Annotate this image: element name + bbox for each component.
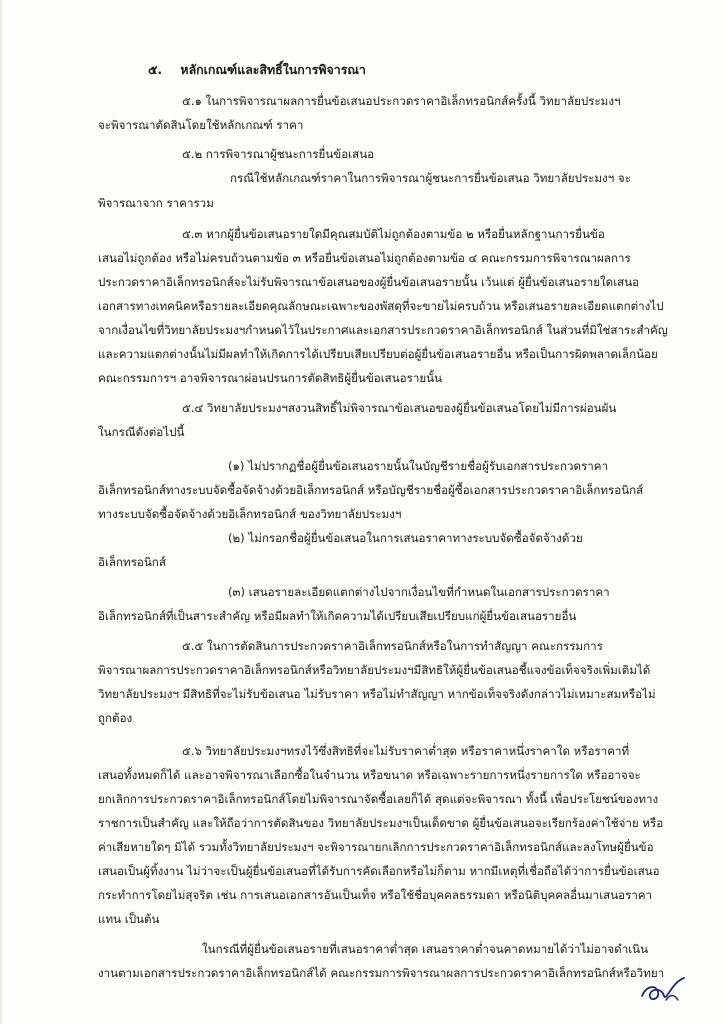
text-line: งานตามเอกสารประกวดราคาอิเล็กทรอนิกส์ได้ คณะกรรมการพิจารณาผลการประกวดราคาอิเล็กทรอนิกส์หรือวิทยา bbox=[98, 966, 665, 980]
text-line: อิเล็กทรอนิกส์ bbox=[98, 555, 166, 569]
text-line: ๕.๔ วิทยาลัยประมงฯสงวนสิทธิ์ไม่พิจารณาข้อเสนอของผู้ยื่นข้อเสนอโดยไม่มีการผ่อนผัน bbox=[182, 401, 617, 415]
text-line: ยกเลิกการประกวดราคาอิเล็กทรอนิกส์โดยไม่พิจารณาจัดซื้อเลยก็ได้ สุดแต่จะพิจารณา ทั้งนี้ เพื่อประโยชน์ของทาง bbox=[98, 792, 659, 806]
text-line: (๒) ไม่กรอกชื่อผู้ยื่นข้อเสนอในการเสนอราคาทางระบบจัดซื้อจัดจ้างด้วย bbox=[228, 531, 583, 545]
text-line: พิจารณาผลการประกวดราคาอิเล็กทรอนิกส์หรือวิทยาลัยประมงฯมีสิทธิให้ผู้ยื่นข้อเสนอชี้แจงข้อเท็จจริงเพิ่มเติมได้ bbox=[98, 663, 651, 677]
section-title: หลักเกณฑ์และสิทธิ์ในการพิจารณา bbox=[180, 62, 366, 77]
section-number: ๕. bbox=[148, 62, 163, 77]
section-heading bbox=[148, 62, 366, 78]
text-line: ๕.๓ หากผู้ยื่นข้อเสนอรายใดมีคุณสมบัติไม่ถูกต้องตามข้อ ๒ หรือยื่นหลักฐานการยื่นข้อ bbox=[182, 227, 605, 241]
text-line: กระทำการโดยไม่สุจริต เช่น การเสนอเอกสารอันเป็นเท็จ หรือใช้ชื่อบุคคลธรรมดา หรือนิติบุคคลอื่นมาเสนอราคา bbox=[98, 888, 653, 902]
text-line: อิเล็กทรอนิกส์ทางระบบจัดซื้อจัดจ้างด้วยอิเล็กทรอนิกส์ หรือบัญชีรายชื่อผู้ซื้อเอกสารประกวดราคาอิเล็กทรอนิกส์ bbox=[98, 483, 644, 497]
text-line: ราชการเป็นสำคัญ และให้ถือว่าการตัดสินของ วิทยาลัยประมงฯเป็นเด็ดขาด ผู้ยื่นข้อเสนอจะเรียกร้องค่าใช้จ่าย หรือ bbox=[98, 816, 664, 830]
text-line: เสนอทั้งหมดก็ได้ และอาจพิจารณาเลือกซื้อในจำนวน หรือขนาด หรือเฉพาะรายการหนึ่งรายการใด หรืออาจจะ bbox=[98, 768, 641, 782]
text-line: (๓) เสนอรายละเอียดแตกต่างไปจากเงื่อนไขที่กำหนดในเอกสารประกวดราคา bbox=[228, 585, 610, 599]
text-line: ๕.๕ ในการตัดสินการประกวดราคาอิเล็กทรอนิกส์หรือในการทำสัญญา คณะกรรมการ bbox=[182, 639, 603, 653]
text-line: อิเล็กทรอนิกส์ที่เป็นสาระสำคัญ หรือมีผลทำให้เกิดความได้เปรียบเสียเปรียบแก่ผู้ยื่นข้อเสนอรายอื่น bbox=[98, 609, 577, 623]
text-line: แทน เป็นต้น bbox=[98, 912, 160, 926]
text-line: เสนอไม่ถูกต้อง หรือไม่ครบถ้วนตามข้อ ๓ หรือยื่นข้อเสนอไม่ถูกต้องตามข้อ ๔ คณะกรรมการพิจารณาผลการ bbox=[98, 251, 631, 265]
text-line: ในกรณีดังต่อไปนี้ bbox=[98, 425, 185, 439]
text-line: พิจารณาจาก ราคารวม bbox=[98, 196, 214, 210]
text-line: จากเงื่อนไขที่วิทยาลัยประมงฯกำหนดไว้ในประกาศและเอกสารประกวดราคาอิเล็กทรอนิกส์ ในส่วนที่มิใช่สาระสำคัญ bbox=[98, 323, 668, 337]
text-line: กรณีใช้หลักเกณฑ์ราคาในการพิจารณาผู้ชนะการยื่นข้อเสนอ วิทยาลัยประมงฯ จะ bbox=[230, 171, 631, 185]
text-line: เสนอเป็นผู้ทิ้งงาน ไม่ว่าจะเป็นผู้ยื่นข้อเสนอที่ได้รับการคัดเลือกหรือไม่ก็ตาม หากมีเหตุที่เชื่อถือได้ว่าการยื่นข้อเสนอ bbox=[98, 864, 660, 878]
text-line: คณะกรรมการฯ อาจพิจารณาผ่อนปรนการตัดสิทธิผู้ยื่นข้อเสนอรายนั้น bbox=[98, 371, 443, 385]
text-line: ๕.๒ การพิจารณาผู้ชนะการยื่นข้อเสนอ bbox=[182, 147, 375, 161]
handwritten-initials-signature bbox=[638, 972, 688, 1008]
text-line: ประกวดราคาอิเล็กทรอนิกส์จะไม่รับพิจารณาข้อเสนอของผู้ยื่นข้อเสนอรายนั้น เว้นแต่ ผู้ยื่นข้อเสนอรายใดเสนอ bbox=[98, 275, 640, 289]
text-line: เอกสารทางเทคนิคหรือรายละเอียดคุณลักษณะเฉพาะของพัสดุที่จะขายไม่ครบถ้วน หรือเสนอรายละเอียดแตกต่างไป bbox=[98, 299, 664, 313]
text-line: ทางระบบจัดซื้อจัดจ้างด้วยอิเล็กทรอนิกส์ ของวิทยาลัยประมงฯ bbox=[98, 507, 402, 521]
scan-edge-shadow bbox=[0, 0, 4, 1024]
text-line: ในกรณีที่ผู้ยื่นข้อเสนอรายที่เสนอราคาต่ำสุด เสนอราคาต่ำจนคาดหมายได้ว่าไม่อาจดำเนิน bbox=[202, 942, 649, 956]
text-line: ๕.๖ วิทยาลัยประมงฯทรงไว้ซึ่งสิทธิที่จะไม่รับราคาต่ำสุด หรือราคาหนึ่งราคาใด หรือราคาที่ bbox=[182, 744, 630, 758]
text-line: ถูกต้อง bbox=[98, 711, 133, 725]
text-line: จะพิจารณาตัดสินโดยใช้หลักเกณฑ์ ราคา bbox=[98, 118, 304, 132]
text-line: ค่าเสียหายใดๆ มิได้ รวมทั้งวิทยาลัยประมงฯ จะพิจารณายกเลิกการประกวดราคาอิเล็กทรอนิกส์และลงโทษผู้ยื่นข้อ bbox=[98, 840, 654, 854]
text-line: ๕.๑ ในการพิจารณาผลการยื่นข้อเสนอประกวดราคาอิเล็กทรอนิกส์ครั้งนี้ วิทยาลัยประมงฯ bbox=[182, 94, 621, 108]
text-line: และความแตกต่างนั้นไม่มีผลทำให้เกิดการได้เปรียบเสียเปรียบต่อผู้ยื่นข้อเสนอรายอื่น หรือเป็นการผิดพลาดเล็กน้อย bbox=[98, 347, 658, 361]
text-line: (๑) ไม่ปรากฏชื่อผู้ยื่นข้อเสนอรายนั้นในบัญชีรายชื่อผู้รับเอกสารประกวดราคา bbox=[228, 459, 609, 473]
text-line: วิทยาลัยประมงฯ มีสิทธิที่จะไม่รับข้อเสนอ ไม่รับราคา หรือไม่ทำสัญญา หากข้อเท็จจริงดังกล่าวไม่เหมาะสมหรือไม่ bbox=[98, 687, 656, 701]
